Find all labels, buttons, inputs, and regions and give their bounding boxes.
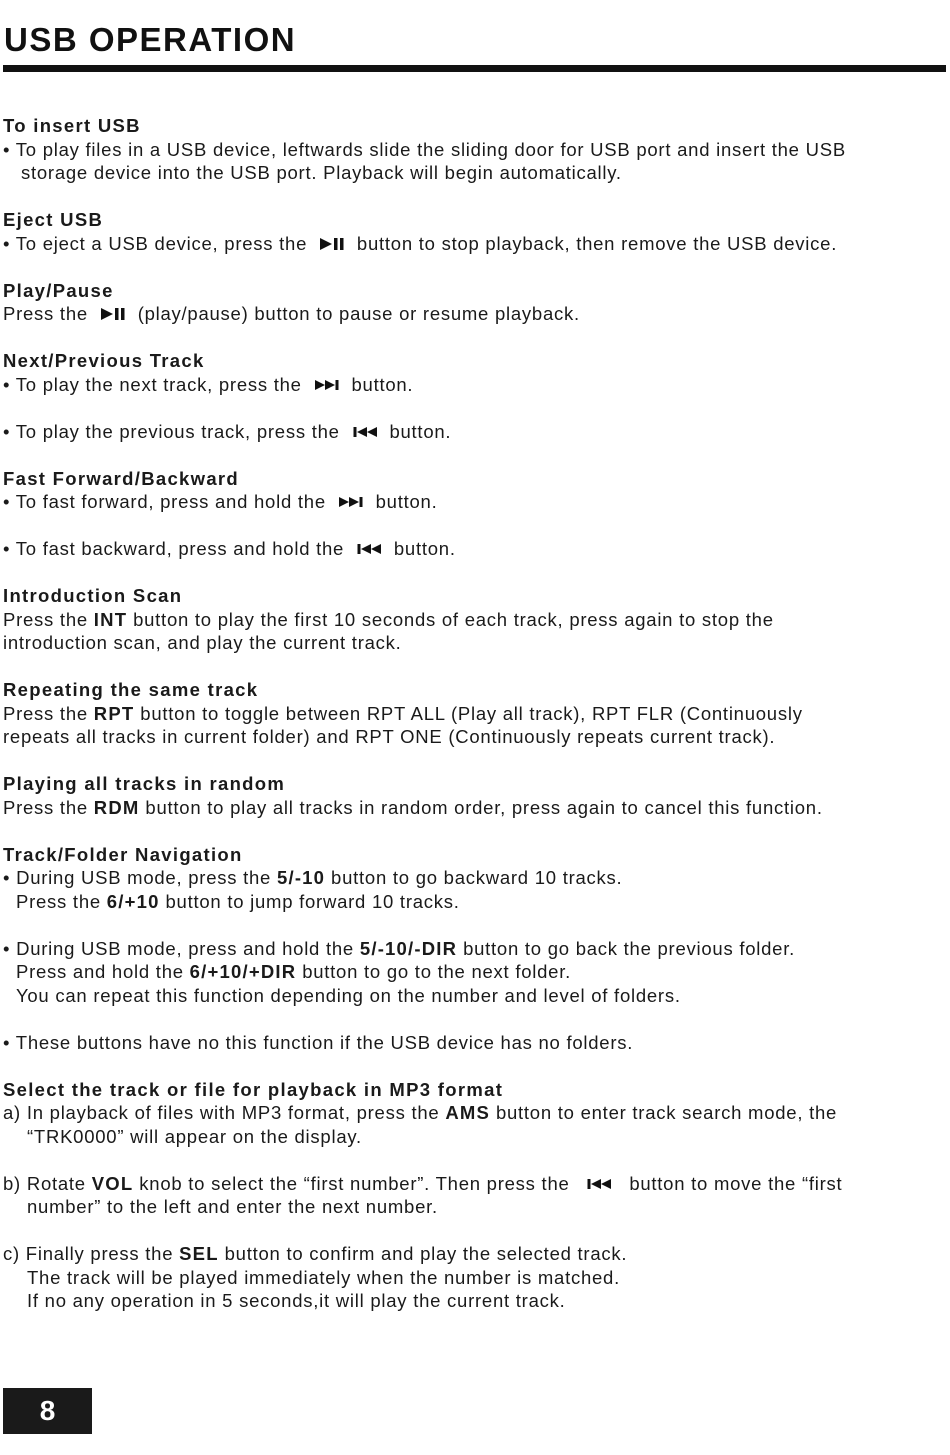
text: b) Rotate xyxy=(3,1172,86,1194)
title-divider xyxy=(3,65,946,72)
button-name: VOL xyxy=(91,1172,134,1194)
text: button to enter track search mode, the xyxy=(495,1102,838,1123)
text: button to go backward 10 tracks. xyxy=(331,867,623,888)
repeat-line-1 xyxy=(3,702,948,726)
button-name: 6/+10 xyxy=(106,890,160,912)
fast-backward-line xyxy=(3,537,948,561)
mp3-step-c-line-3: If no any operation in 5 seconds,it will play the current track. xyxy=(27,1290,566,1311)
text: button to go back the previous folder. xyxy=(463,937,795,959)
section-mp3-select xyxy=(3,1078,948,1313)
section-fast-forward-backward xyxy=(3,467,948,561)
random-line xyxy=(3,796,948,820)
text: button. xyxy=(351,373,414,395)
button-name: AMS xyxy=(445,1102,491,1123)
section-next-previous xyxy=(3,349,948,443)
next-track-line xyxy=(3,373,948,397)
section-insert-usb xyxy=(3,114,948,185)
text: • To play the next track, press the xyxy=(3,373,302,395)
text: Press the xyxy=(3,608,88,630)
text: button to confirm and play the selected track. xyxy=(224,1243,628,1264)
button-name: RPT xyxy=(93,702,135,724)
section-eject-usb xyxy=(3,208,948,255)
section-repeat xyxy=(3,678,948,749)
nav-line-1 xyxy=(3,866,948,890)
section-heading: Select the track or file for playback in MP3 format xyxy=(3,1078,504,1100)
button-name: SEL xyxy=(179,1243,219,1264)
section-introduction-scan xyxy=(3,584,948,655)
text: • To fast backward, press and hold the xyxy=(3,538,345,559)
mp3-step-b-line-2: number” to the left and enter the next number. xyxy=(27,1196,438,1217)
nav-line-4 xyxy=(3,960,948,984)
section-random xyxy=(3,772,948,819)
text: button. xyxy=(389,420,452,442)
text: button to jump forward 10 tracks. xyxy=(165,890,460,912)
mp3-step-c-line-2: The track will be played immediately when the number is matched. xyxy=(27,1266,620,1288)
text: button. xyxy=(393,538,456,559)
section-track-folder-navigation xyxy=(3,843,948,1055)
text: button to stop playback, then remove the USB device. xyxy=(356,232,838,254)
section-heading: Next/Previous Track xyxy=(3,350,205,371)
fast-forward-line xyxy=(3,490,948,514)
mp3-step-b xyxy=(3,1172,948,1196)
text: • During USB mode, press the xyxy=(3,867,272,888)
button-name: INT xyxy=(93,608,128,630)
insert-line-1: • To play files in a USB device, leftwards slide the sliding door for USB port and insert the USB xyxy=(3,138,846,160)
text: c) Finally press the xyxy=(3,1243,174,1264)
nav-line-2 xyxy=(3,890,948,914)
next-track-icon xyxy=(339,497,363,507)
text: Press the xyxy=(3,796,88,818)
section-play-pause xyxy=(3,279,948,326)
text: button to toggle between RPT ALL (Play all track), RPT FLR (Continuously xyxy=(140,702,803,724)
text: • During USB mode, press and hold the xyxy=(3,937,354,959)
text: • To eject a USB device, press the xyxy=(3,232,308,254)
manual-content xyxy=(3,114,948,1336)
intro-line-2: introduction scan, and play the current track. xyxy=(3,632,402,653)
page-number: 8 xyxy=(3,1388,92,1434)
section-heading: To insert USB xyxy=(3,115,141,136)
next-track-icon xyxy=(315,380,339,390)
text: knob to select the “first number”. Then press the xyxy=(139,1172,570,1194)
play-pause-icon xyxy=(320,237,344,251)
section-heading: Fast Forward/Backward xyxy=(3,467,240,489)
previous-track-icon xyxy=(357,544,381,554)
play-pause-icon xyxy=(101,307,125,321)
button-name: 5/-10/-DIR xyxy=(359,937,458,959)
repeat-line-2: repeats all tracks in current folder) and RPT ONE (Continuously repeats current track). xyxy=(3,726,776,747)
text: button. xyxy=(375,491,438,512)
text: Press the xyxy=(3,303,88,324)
intro-line-1 xyxy=(3,608,948,632)
previous-track-icon xyxy=(353,427,377,437)
text: button to go to the next folder. xyxy=(302,961,571,982)
section-heading: Playing all tracks in random xyxy=(3,773,286,794)
eject-line xyxy=(3,232,948,256)
text: button to move the “first xyxy=(629,1172,843,1194)
text: button to play the first 10 seconds of each track, press again to stop the xyxy=(133,608,774,630)
mp3-step-a xyxy=(3,1101,948,1125)
section-heading: Track/Folder Navigation xyxy=(3,843,243,865)
previous-track-icon xyxy=(587,1179,611,1189)
mp3-step-a-line-2: “TRK0000” will appear on the display. xyxy=(27,1125,362,1147)
section-heading: Eject USB xyxy=(3,209,104,230)
button-name: 5/-10 xyxy=(276,867,326,888)
text: Press and hold the xyxy=(16,961,184,982)
button-name: RDM xyxy=(93,796,140,818)
page-title: USB OPERATION xyxy=(4,21,297,58)
section-heading: Repeating the same track xyxy=(3,679,259,700)
nav-line-5: You can repeat this function depending on the number and level of folders. xyxy=(16,984,681,1006)
playpause-line xyxy=(3,302,948,326)
nav-line-6: • These buttons have no this function if the USB device has no folders. xyxy=(3,1031,634,1053)
text: (play/pause) button to pause or resume playback. xyxy=(137,303,580,324)
mp3-step-c xyxy=(3,1242,948,1266)
section-heading: Play/Pause xyxy=(3,279,114,301)
text: button to play all tracks in random order, press again to cancel this function. xyxy=(145,796,823,818)
previous-track-line xyxy=(3,420,948,444)
text: Press the xyxy=(16,890,101,912)
button-name: 6/+10/+DIR xyxy=(189,961,297,982)
nav-line-3 xyxy=(3,937,948,961)
section-heading: Introduction Scan xyxy=(3,585,183,606)
text: Press the xyxy=(3,702,88,724)
text: a) In playback of files with MP3 format, press the xyxy=(3,1102,440,1123)
insert-line-2: storage device into the USB port. Playback will begin automatically. xyxy=(21,162,622,183)
text: • To fast forward, press and hold the xyxy=(3,491,326,512)
text: • To play the previous track, press the xyxy=(3,420,340,442)
